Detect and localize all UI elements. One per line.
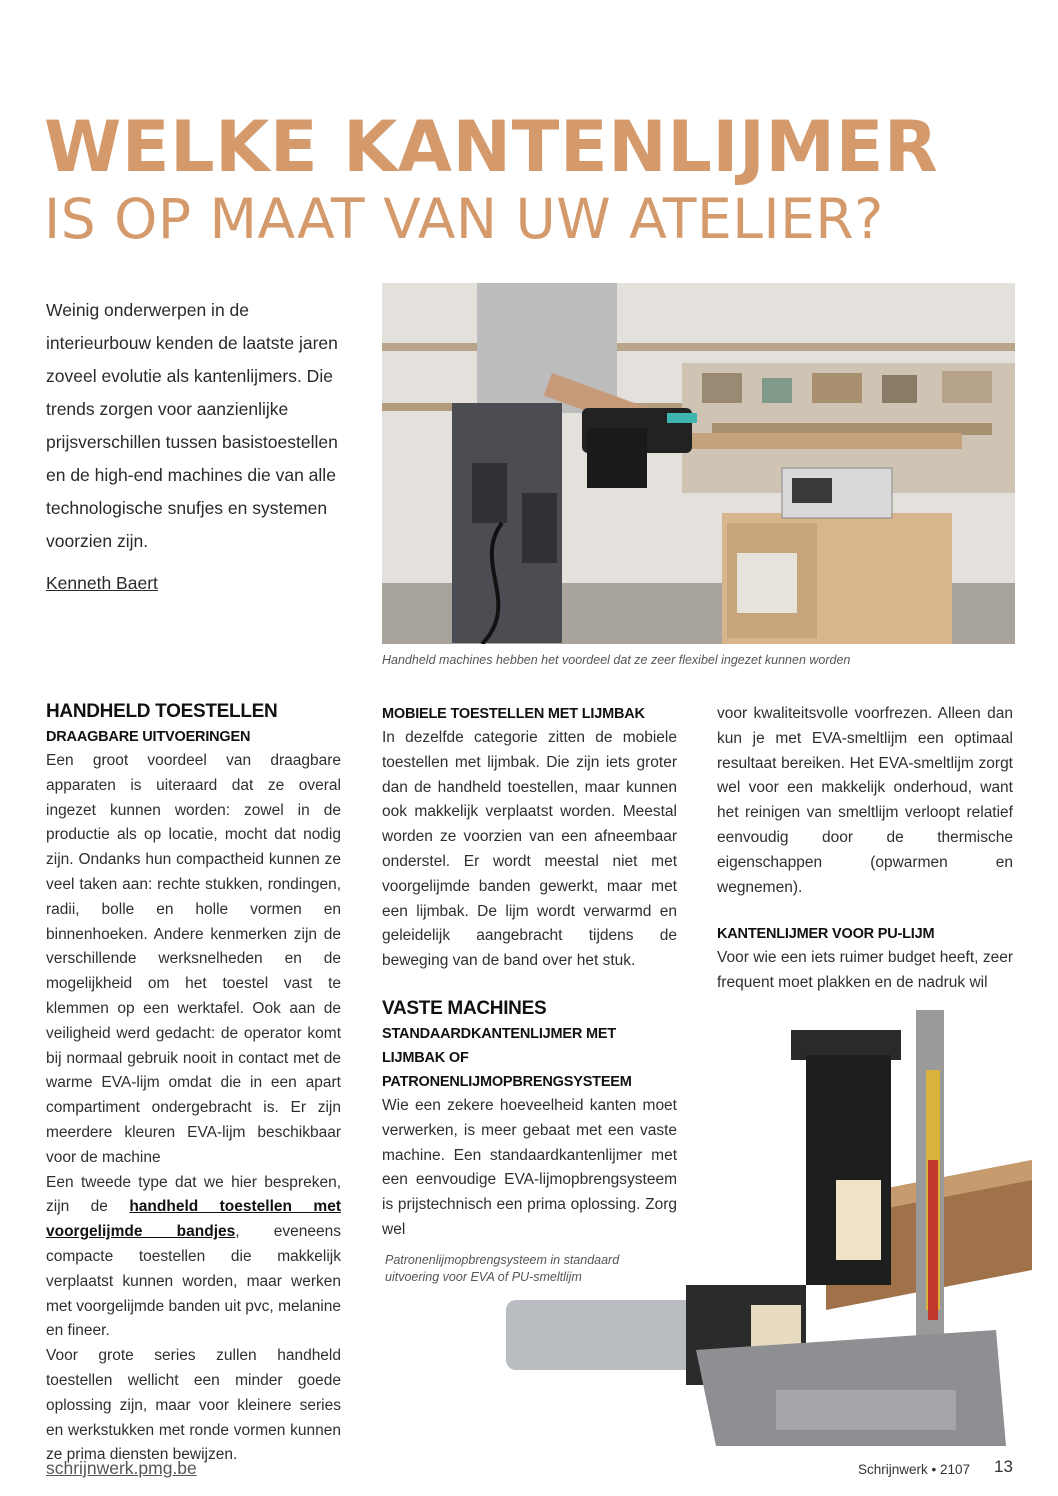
paragraph: Wie een zekere hoeveelheid kanten moet verwerken, is meer gebaat met een vaste machine. Een standaardkantenlijmer met een eenvoudige EVA-lijmopbrengsysteem is prijstechnisch een prima oplossing. Zorg wel bbox=[382, 1096, 677, 1238]
footer-magazine-issue: Schrijnwerk • 2107 bbox=[858, 1462, 971, 1477]
paragraph: voor kwaliteitsvolle voorfrezen. Alleen dan kun je met EVA-smeltlijm een optimaal resultaat bereiken. Het EVA-smeltlijm zorgt wel voor een makkelijk onderhoud, want het reinigen van smeltlijm verloopt relatief eenvoudig door de thermische eigenschappen (opwarmen en wegnemen). bbox=[717, 705, 1013, 896]
title-line-2: IS OP MAAT VAN UW ATELIER? bbox=[44, 187, 884, 251]
paragraph: Een groot voordeel van draagbare apparaten is uiteraard dat ze overal ingezet kunnen worden: zowel in de productie als op locatie, mocht dat nodig zijn. Ondanks hun compactheid kunnen ze veel taken aan: rechte stukken, rondingen, radii, bolle en holle vormen en binnenhoeken. Andere kenmerken zijn de verschillende werksnelheden en de mogelijkheid om het toestel vast te klemmen op een werktafel. Ook aan de veiligheid werd gedacht: de operator komt bij normaal gebruik nooit in contact met de warme EVA-lijm omdat die in een apart compartiment ondergebracht is. Er zijn meerdere kleuren EVA-lijm beschikbaar voor de machine bbox=[46, 752, 341, 1166]
paragraph: Voor grote series zullen handheld toestellen wellicht een minder goede oplossing zijn, maar voor kleinere series en werkstukken met ronde vormen kunnen ze prima diensten bewijzen. bbox=[46, 1347, 341, 1464]
glue-system-illustration bbox=[496, 1010, 1032, 1446]
heading-handheld: HANDHELD TOESTELLEN bbox=[46, 701, 278, 722]
photo-2-caption: Patronenlijmopbrengsysteem in standaard uitvoering voor EVA of PU-smeltlijm bbox=[385, 1253, 620, 1284]
author-link[interactable]: Kenneth Baert bbox=[46, 573, 158, 593]
paragraph: In dezelfde categorie zitten de mobiele toestellen met lijmbak. Die zijn iets groter dan de handheld toestellen, maar kunnen ook makkelijk verplaatst worden. Meestal worden ze voorzien van een afneembaar onderstel. Er wordt meestal niet met voorgelijmde banden gewerkt, maar met een lijmbak. De lijm wordt verwarmd en geleidelijk aangebracht tijdens de beweging van de band over het stuk. bbox=[382, 729, 677, 970]
column-right bbox=[717, 702, 1013, 996]
photo-1-caption: Handheld machines hebben het voordeel dat ze zeer flexibel ingezet kunnen worden bbox=[382, 653, 851, 667]
text-span: Een tweede type dat we hier bespreken, zijn de bbox=[46, 1173, 341, 1216]
text-span: , eveneens compacte toestellen die makkelijk verplaatst kunnen worden, maar werken met voorgelijmde banden uit pvc, melanine en fineer. bbox=[46, 1223, 341, 1340]
paragraph: Voor wie een iets ruimer budget heeft, zeer frequent moet plakken en de nadruk wil bbox=[717, 949, 1013, 992]
bold-text: handheld toestellen met voorgelijmde bandjes bbox=[46, 1198, 341, 1241]
heading-vaste-machines: VASTE MACHINES bbox=[382, 997, 547, 1019]
subheading-pu-lijm: KANTENLIJMER VOOR PU-LIJM bbox=[717, 926, 935, 943]
intro-text: Weinig onderwerpen in de interieurbouw kenden de laatste jaren zoveel evolutie als kantenlijmers. Die trends zorgen voor aanzienlijke prijsverschillen tussen basistoestellen en de high-end machines die van alle technologische snufjes en systemen voorzien zijn. bbox=[46, 300, 338, 551]
subheading-mobiele: MOBIELE TOESTELLEN MET LIJMBAK bbox=[382, 706, 645, 722]
title-line-1: WELKE KANTENLIJMER bbox=[44, 106, 939, 188]
column-left bbox=[46, 699, 341, 1468]
subheading-standaard: STANDAARDKANTENLIJMER MET LIJMBAK OF PATRONENLIJMOPBRENGSYSTEEM bbox=[382, 1025, 632, 1090]
subheading-draagbare: DRAAGBARE UITVOERINGEN bbox=[46, 729, 251, 745]
workshop-photo bbox=[382, 283, 1015, 644]
footer-website-link[interactable]: schrijnwerk.pmg.be bbox=[46, 1458, 197, 1478]
glue-system-photo bbox=[496, 1010, 1032, 1446]
workshop-illustration bbox=[382, 283, 1015, 644]
paragraph bbox=[46, 1171, 341, 1345]
page-number: 13 bbox=[994, 1457, 1013, 1476]
